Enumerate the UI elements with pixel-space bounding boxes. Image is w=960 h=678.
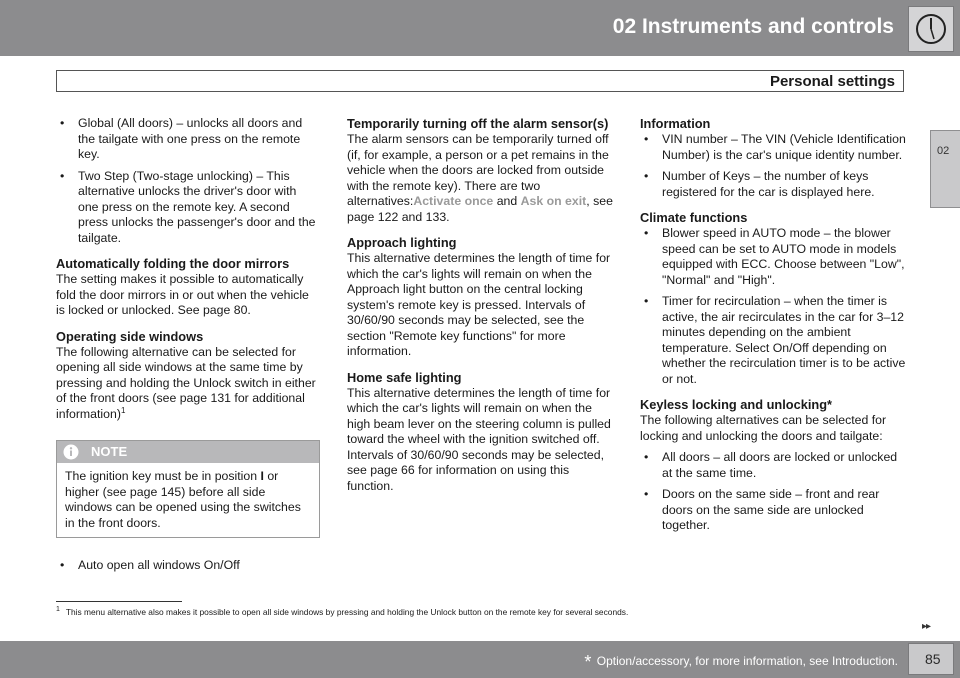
chapter-icon-box bbox=[908, 6, 954, 52]
chapter-title: 02 Instruments and controls bbox=[612, 15, 894, 38]
page-number-box bbox=[908, 643, 954, 675]
climate-heading: Climate functions bbox=[640, 210, 748, 225]
note-text: The ignition key must be in position bbox=[65, 469, 261, 483]
gauge-icon bbox=[914, 12, 948, 46]
note-box bbox=[56, 440, 320, 538]
footnote-ref: 1 bbox=[120, 405, 126, 415]
home-safe-heading: Home safe lighting bbox=[347, 369, 462, 385]
information-bullet-list bbox=[640, 132, 908, 200]
list-item: • Global (All doors) – unlocks all doors and the tailgate with one press on the remote key. bbox=[56, 116, 320, 163]
intro-bullet-list bbox=[56, 116, 320, 246]
alarm-option-activate-once: Activate once bbox=[413, 194, 494, 208]
alarm-text: The alarm sensors can be temporarily turned off (if, for example, a person or a pet remains in the vehicle when the doors are locked from outside with the remote key). There are two alternatives: bbox=[347, 132, 609, 208]
keyless-bullet-list bbox=[640, 450, 908, 534]
mirrors-text: The setting makes it possible to automatically fold the door mirrors in or out when the vehicle is locked or unlocked. See page 80. bbox=[56, 272, 309, 317]
mirrors-heading: Automatically folding the door mirrors bbox=[56, 256, 290, 271]
footnote-text: This menu alternative also makes it possible to open all side windows by pressing and holding the Unlock button on the remote key for several seconds. bbox=[65, 606, 629, 617]
climate-bullet-list bbox=[640, 226, 908, 387]
section-title: Personal settings bbox=[769, 73, 895, 90]
header-band bbox=[0, 0, 960, 56]
list-item: • Number of Keys – the number of keys registered for the car is displayed here. bbox=[640, 169, 908, 200]
keyless-heading: Keyless locking and unlocking* bbox=[640, 397, 833, 412]
note-text: or higher (see page 145) before all side windows can be opened using the switches in the front doors. bbox=[65, 469, 301, 530]
list-item: • Doors on the same side – front and rear doors on the same side are unlocked together. bbox=[640, 487, 908, 534]
alarm-text: , see page 122 and 133. bbox=[347, 194, 613, 224]
list-item: • Auto open all windows On/Off bbox=[56, 558, 320, 574]
list-item: • Blower speed in AUTO mode – the blower speed can be set to AUTO mode in models equipped with ECC. Choose between "Low", "Normal" and "High". bbox=[640, 226, 908, 288]
windows-text: The following alternative can be selected for opening all side windows at the same time by pressing and holding the Unlock switch in either of the front doors (see page 131 for additional information) bbox=[56, 344, 316, 421]
footnote-mark: 1 bbox=[56, 606, 60, 613]
home-safe-text: This alternative determines the length of time for which the car's lights will remain on when the high beam lever on the steering column is pulled toward the wheel with the ignition switched off. Intervals of 30/60/90 seconds may be selected, see page 66 for information on using this function. bbox=[347, 385, 611, 493]
next-page-arrows-icon: ▸▸ bbox=[922, 621, 931, 632]
column-1 bbox=[56, 116, 320, 580]
information-heading: Information bbox=[640, 116, 711, 131]
footer-band bbox=[0, 641, 960, 678]
accessory-star: * bbox=[584, 652, 592, 672]
approach-text: This alternative determines the length of time for which the car's lights will remain on when the Approach light button on the central locking system's remote key is pressed. Intervals of 30/60/90 seconds may be selected, see the section "Remote key functions" for more information. bbox=[347, 251, 611, 358]
list-item: • Timer for recirculation – when the timer is active, the air recirculates in the car for 3–12 minutes depending on the ambient temperature. Select On/Off depending on whether the recirculation timer is to be active or not. bbox=[640, 294, 908, 387]
footnote bbox=[56, 606, 628, 617]
windows-bullet-list bbox=[56, 558, 320, 574]
alarm-text: and bbox=[493, 194, 521, 208]
approach-heading: Approach lighting bbox=[347, 235, 457, 250]
list-item: • VIN number – The VIN (Vehicle Identification Number) is the car's unique identity number. bbox=[640, 132, 908, 163]
note-label: NOTE bbox=[91, 444, 128, 459]
alarm-heading: Temporarily turning off the alarm sensor(s) bbox=[347, 116, 609, 131]
section-bar bbox=[56, 70, 904, 92]
footnote-rule bbox=[56, 601, 182, 602]
column-3 bbox=[640, 116, 908, 540]
page-number: 85 bbox=[925, 651, 941, 667]
alarm-paragraph bbox=[347, 132, 613, 225]
info-icon bbox=[62, 444, 80, 460]
note-header bbox=[57, 441, 319, 463]
chapter-tab-label: 02 bbox=[937, 145, 950, 157]
column-2 bbox=[347, 116, 613, 494]
list-item: • All doors – all doors are locked or unlocked at the same time. bbox=[640, 450, 908, 481]
keyless-text: The following alternatives can be selected for locking and unlocking the doors and tailgate: bbox=[640, 413, 887, 443]
list-item: • Two Step (Two-stage unlocking) – This alternative unlocks the driver's door with one press on the remote key. A second press unlocks the passenger's door and the tailgate. bbox=[56, 169, 320, 247]
windows-paragraph bbox=[56, 345, 320, 423]
accessory-text: Option/accessory, for more information, see Introduction. bbox=[596, 654, 898, 668]
key-position: I bbox=[260, 469, 264, 483]
windows-heading: Operating side windows bbox=[56, 328, 204, 344]
alarm-option-ask-on-exit: Ask on exit bbox=[520, 194, 587, 208]
footer-accessory-note bbox=[584, 652, 898, 673]
chapter-tab bbox=[930, 130, 960, 208]
note-body bbox=[57, 463, 319, 537]
